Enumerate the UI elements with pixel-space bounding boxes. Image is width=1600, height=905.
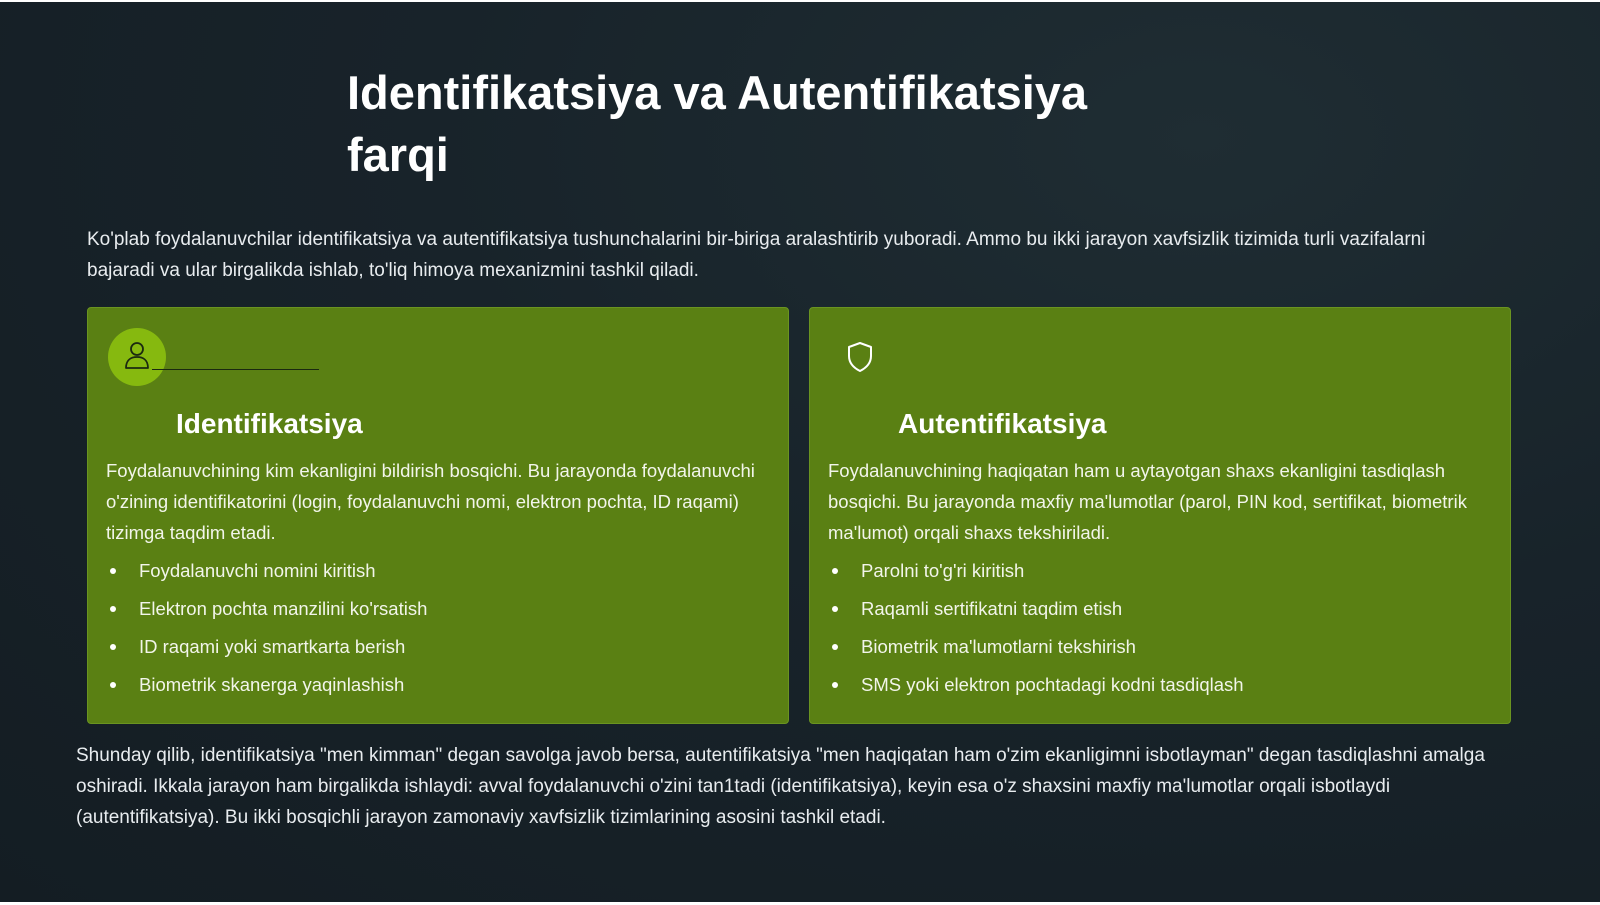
slide <box>0 2 1600 902</box>
bullet-icon <box>110 606 116 612</box>
list-item <box>828 560 1244 598</box>
user-icon-badge <box>108 328 166 386</box>
list-item-text: Raqamli sertifikatni taqdim etish <box>861 598 1123 619</box>
bullet-icon <box>832 682 838 688</box>
list-item <box>828 636 1244 674</box>
list-item-text: Foydalanuvchi nomini kiritish <box>139 560 376 581</box>
card-title: Identifikatsiya <box>176 408 363 439</box>
card-description: Foydalanuvchining haqiqatan ham u aytayotgan shaxs ekanligini tasdiqlash bosqichi. Bu jarayonda maxfiy ma'lumotlar (parol, PIN kod, sertifikat, biometrik ma'lumot) orqali shaxs tekshiriladi. <box>828 460 1467 543</box>
bullet-icon <box>110 682 116 688</box>
bullet-icon <box>832 606 838 612</box>
identification-card <box>87 307 789 724</box>
shield-icon <box>845 340 875 374</box>
bullet-icon <box>832 568 838 574</box>
list-item <box>106 674 427 712</box>
list-item <box>106 636 427 674</box>
list-item <box>828 674 1244 712</box>
list-item <box>106 560 427 598</box>
list-item-text: ID raqami yoki smartkarta berish <box>139 636 406 657</box>
authentication-card <box>809 307 1511 724</box>
summary-paragraph: Shunday qilib, identifikatsiya "men kimman" degan savolga javob bersa, autentifikatsiya "men haqiqatan ham o'zim ekanligimni isbotlayman" degan tasdiqlashni amalga oshiradi. Ikkala jarayon ham birgalikda ishlaydi: avval foydalanuvchi o'zini tan1tadi (identifikatsiya), keyin esa o'z shaxsini maxfiy ma'lumotlar orqali isbotlaydi (autentifikatsiya). Bu ikki bosqichli jarayon zamonaviy xavfsizlik tizimlarining asosini tashkil etadi. <box>76 745 1485 828</box>
bullet-list <box>106 560 427 712</box>
bullet-icon <box>832 644 838 650</box>
list-item-text: Elektron pochta manzilini ko'rsatish <box>139 598 428 619</box>
list-item <box>106 598 427 636</box>
user-icon <box>123 340 151 375</box>
list-item-text: Biometrik ma'lumotlarni tekshirish <box>861 636 1136 657</box>
bullet-list <box>828 560 1244 712</box>
list-item <box>828 598 1244 636</box>
list-item-text: Parolni to'g'ri kiritish <box>861 560 1025 581</box>
list-item-text: SMS yoki elektron pochtadagi kodni tasdiqlash <box>861 674 1244 695</box>
card-title: Autentifikatsiya <box>898 408 1107 439</box>
slide-title: Identifikatsiya va Autentifikatsiya farqi <box>347 66 1088 181</box>
intro-paragraph: Ko'plab foydalanuvchilar identifikatsiya va autentifikatsiya tushunchalarini bir-biriga aralashtirib yuboradi. Ammo bu ikki jarayon xavfsizlik tizimida turli vazifalarni bajaradi va ular birgalikda ishlab, to'liq himoya mexanizmini tashkil qiladi. <box>87 229 1426 281</box>
icon-underline <box>152 369 319 370</box>
bullet-icon <box>110 568 116 574</box>
bullet-icon <box>110 644 116 650</box>
list-item-text: Biometrik skanerga yaqinlashish <box>139 674 405 695</box>
card-description: Foydalanuvchining kim ekanligini bildirish bosqichi. Bu jarayonda foydalanuvchi o'zining identifikatorini (login, foydalanuvchi nomi, elektron pochta, ID raqami) tizimga taqdim etadi. <box>106 460 755 543</box>
